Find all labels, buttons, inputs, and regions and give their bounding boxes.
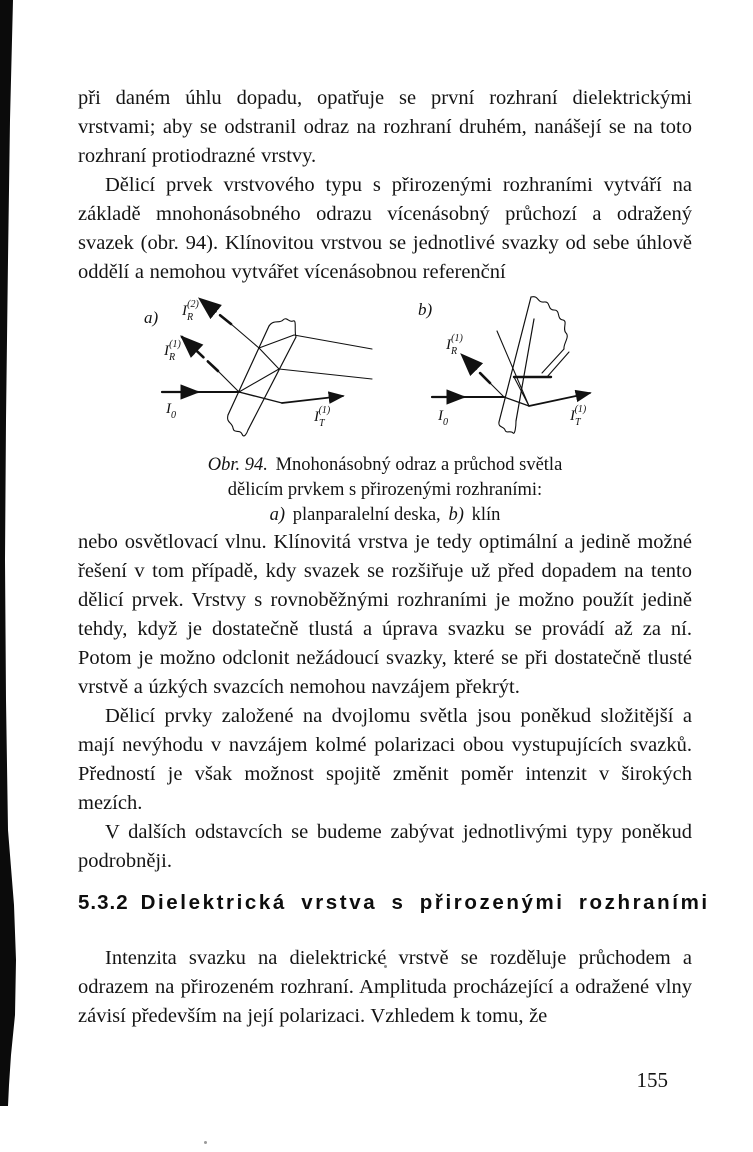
reflected-beam-2-thin bbox=[231, 324, 259, 348]
wedge-left-face bbox=[499, 297, 531, 422]
panel-a-label: a) bbox=[144, 308, 159, 327]
beam-label-I0: $I_0$ bbox=[438, 408, 448, 428]
wedge-torn-bottom-edge bbox=[499, 421, 516, 433]
caption-line-1: Obr. 94. Mnohonásobný odraz a průchod světla bbox=[207, 455, 563, 475]
caption-item-a-label: a) bbox=[269, 505, 285, 525]
beam-label-I0: $I_0$ bbox=[166, 401, 176, 421]
paragraph: V dalších odstavcích se budeme zabývat jednotlivými typy poněkud podrobněji. bbox=[78, 821, 692, 872]
reflected-beam-2 bbox=[200, 299, 231, 324]
beam-label-IT1: $I_T(1)$ bbox=[570, 404, 587, 428]
scan-speckle bbox=[204, 1141, 207, 1144]
paragraph: Dělicí prvek vrstvového typu s přirozenými rozhraními vytváří na základě mnohonásobného odrazu vícenásobný průchozí a odražený svazek (obr. 94). Klínovitou vrstvou se jednotlivé svazky od sebe úhlově oddělí a nemohou vytvářet vícenásobnou referenční bbox=[78, 174, 692, 283]
caption-figure-ref: Obr. 94. bbox=[207, 455, 268, 475]
text-column bbox=[78, 0, 710, 1031]
plate-right-face bbox=[248, 337, 296, 430]
plate-torn-top-edge bbox=[269, 319, 296, 337]
caption-line-2: dělicím prvkem s přirozenými rozhraními: bbox=[227, 480, 543, 500]
beam-label-IR1: $I_R(1)$ bbox=[446, 333, 463, 357]
panel-b-label: b) bbox=[418, 300, 433, 319]
section-title: Dielektrická vrstva s přirozenými rozhraními bbox=[140, 891, 710, 914]
transmitted-beam-1 bbox=[282, 396, 343, 403]
diagram-a-planparallel-plate bbox=[136, 293, 386, 445]
section-number: 5.3.2 bbox=[78, 891, 129, 914]
plate-torn-bottom-edge bbox=[228, 415, 248, 436]
internal-ray bbox=[239, 392, 282, 403]
figure-caption bbox=[78, 453, 692, 528]
section-heading bbox=[78, 891, 710, 915]
page-number: 155 bbox=[636, 1068, 668, 1092]
reflected-beam-1 bbox=[462, 355, 490, 383]
internal-ray bbox=[259, 348, 279, 369]
transmitted-beam-3 bbox=[294, 335, 372, 349]
diagram-b-wedge bbox=[414, 289, 624, 441]
caption-item-b-label: b) bbox=[448, 505, 464, 525]
figure-obr-94 bbox=[78, 289, 692, 447]
transmitted-beam-2 bbox=[279, 369, 372, 379]
reflected-beam-1-thin bbox=[218, 371, 239, 392]
beam-label-IR1: $I_R(1)$ bbox=[164, 339, 181, 363]
beam-label-IT1: $I_T(1)$ bbox=[314, 405, 331, 429]
reflected-beam-1 bbox=[182, 337, 218, 371]
wedge-torn-top-edge bbox=[531, 297, 567, 349]
beam-label-IR2: $I_R(2)$ bbox=[182, 299, 199, 323]
caption-line-3: a) planparalelní deska, b) klín bbox=[269, 505, 501, 525]
paragraph: Intenzita svazku na dielektrické vrstvě se rozděluje průchodem a odrazem na přirozeném rozhraní. Amplituda procházející a odražené vlny závisí především na její polarizaci. Vzhledem k tomu, že bbox=[78, 947, 692, 1027]
reflected-beam-1-thin bbox=[490, 383, 504, 397]
scan-gutter-artifact bbox=[0, 0, 22, 1152]
paragraph: nebo osvětlovací vlnu. Klínovitá vrstva je tedy optimální a jedině možné řešení v tom případě, kdy svazek se rozšiřuje už před dopadem na tento dělicí prvek. Vrstvy s rovnoběžnými rozhraními je možno použít jedině tehdy, když je dostatečně tlustá a úprava svazku se provádí až za ní. Potom je možno odclonit nežádoucí svazky, které se při dostatečně tlusté vrstvě a úzkých svazcích nemohou navzájem překrýt. bbox=[78, 531, 692, 698]
paragraph: Dělicí prvky založené na dvojlomu světla jsou poněkud složitější a mají nevýhodu v navzájem kolmé polarizaci obou vystupujících svazků. Předností je však možnost spojitě změnit poměr intenzit v širokých mezích. bbox=[78, 705, 692, 814]
paragraph: při daném úhlu dopadu, opatřuje se první rozhraní dielektrickými vrstvami; aby se odstranil odraz na rozhraní druhém, nanášejí se na toto rozhraní protiodrazné vrstvy. bbox=[78, 87, 692, 167]
